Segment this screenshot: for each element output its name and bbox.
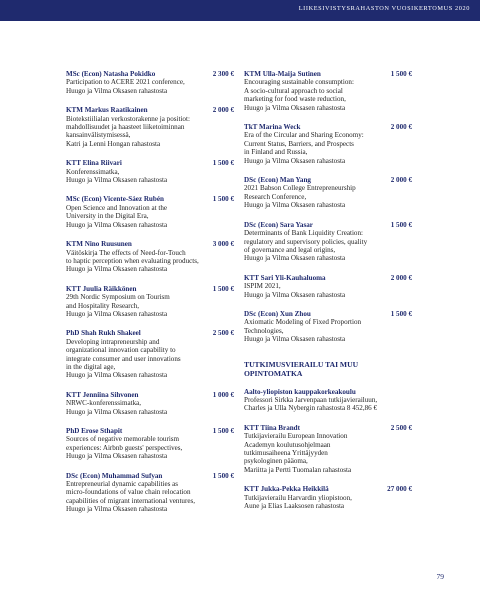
grant-entry [66,195,234,229]
recipient-name: KTT Jukka-Pekka Heikkilä [244,485,329,494]
grant-entry [244,176,412,210]
entry-line: Konferenssimatka, [66,167,120,176]
entry-line: Huugo ja Vilma Oksasen rahastosta [244,254,346,263]
entry-line: mahdollisuudet ja haasteet liiketoiminnan [66,123,185,132]
section-title-line: TUTKIMUSVIERAILU TAI MUU [244,359,359,369]
entry-line: Huugo ja Vilma Oksasen rahastosta [66,505,168,514]
entry-line: Determinants of Bank Liquidity Creation: [244,229,363,238]
recipient-name: DSc (Econ) Sara Yasar [244,220,313,229]
entry-line: marketing for food waste reduction, [244,95,346,104]
entry-line: Mariitta ja Pertti Tuomalan rahastosta [244,465,352,474]
entry-line: Huugo ja Vilma Oksasen rahastosta [244,103,346,112]
grant-entry [244,274,412,299]
header-title: LIIKESIVISTYSRAHASTON VUOSIKERTOMUS 2020 [298,5,470,12]
left-column [66,70,234,525]
grant-amount: 1 500 € [390,309,412,318]
entry-line: Huugo ja Vilma Oksasen rahastosta [244,290,346,299]
recipient-name: PhD Shah Rukh Shakeel [66,329,141,338]
entry-line: to haptic perception when evaluating products, [66,256,199,265]
recipient-name: KTT Elina Riivari [66,159,122,168]
entry-line: Research Conference, [244,192,307,201]
grant-amount: 1 500 € [390,220,412,229]
recipient-name: KTT Sari Yli-Kauhaluoma [244,273,326,282]
entry-line: Huugo ja Vilma Oksasen rahastosta [66,220,168,229]
entry-line: Huugo ja Vilma Oksasen rahastosta [66,265,168,274]
recipient-name: KTM Ulla-Maija Sutinen [244,70,321,78]
page-number: 79 [436,572,444,581]
grant-entry [66,106,234,148]
entry-line: Charles ja Ulla Nybergin rahastosta 8 452,86 € [244,404,378,413]
entry-line: Technologies, [244,326,284,335]
entry-line: A socio-cultural approach to social [244,86,343,95]
right-column [244,70,412,521]
entry-line: psykologinen pääoma, [244,457,308,466]
recipient-name: PhD Erose Sthapit [66,427,123,435]
entry-line: Katri ja Lenni Hongan rahastosta [66,139,161,148]
entry-line: Era of the Circular and Sharing Economy: [244,131,364,140]
recipient-name: KTM Markus Raatikainen [66,106,148,115]
recipient-name: KTT Juulia Räikkönen [66,284,137,293]
entry-line: Huugo ja Vilma Oksasen rahastosta [66,176,168,185]
entry-line: Huugo ja Vilma Oksasen rahastosta [66,86,168,95]
section-title-line: OPINTOMATKA [244,368,303,378]
entry-line: Aune ja Elias Laaksosen rahastosta [244,502,345,511]
grant-amount: 2 300 € [212,70,234,78]
grant-entry [66,391,234,416]
entry-line: Huugo ja Vilma Oksasen rahastosta [66,407,168,416]
entry-line: experiences: Airbnb guests' perspectives, [66,443,183,452]
grant-amount: 3 000 € [212,240,234,249]
grant-entry [66,285,234,319]
recipient-name: DSc (Econ) Muhammad Sufyan [66,471,163,480]
grant-entry [244,123,412,165]
entry-line: Huugo ja Vilma Oksasen rahastosta [66,452,168,461]
grant-amount: 1 500 € [390,70,412,78]
grant-amount: 1 500 € [212,284,234,293]
entry-line: tutkimusaiheena Yrittäjyyden [244,449,328,457]
entry-line: Axiomatic Modeling of Fixed Proportion [244,318,362,327]
grant-amount: 2 000 € [212,106,234,115]
entry-line: Huugo ja Vilma Oksasen rahastosta [244,335,346,344]
university-name: Aalto-yliopiston kauppakorkeakoulu [244,387,356,396]
entry-line: Huugo ja Vilma Oksasen rahastosta [244,156,346,165]
entry-line: Professori Sirkka Jarvenpaan tutkijavierailuun, [244,395,378,404]
entry-line: ISPIM 2021, [244,282,281,291]
entry-line: Huugo ja Vilma Oksasen rahastosta [66,371,168,380]
grant-amount: 1 000 € [212,390,234,399]
grant-entry [244,70,412,112]
grant-amount: 2 000 € [390,273,412,282]
header-bar [0,0,480,21]
grant-entry [66,329,234,379]
entry-line: capabilities of migrant international ventures, [66,496,196,505]
entry-line: Sources of negative memorable tourism [66,435,180,444]
recipient-name: DSc (Econ) Xun Zhou [244,309,311,318]
grant-amount: 1 500 € [212,471,234,480]
entry-line: Encouraging sustainable consumption: [244,78,354,87]
entry-line: in Finland and Russia, [244,148,308,157]
entry-line: Current Status, Barriers, and Prospects [244,139,354,148]
entry-line: 29th Nordic Symposium on Tourism [66,293,170,302]
entry-line: regulatory and supervisory policies, quality [244,237,368,246]
entry-line: NRWC-konferenssimatka, [66,399,142,408]
entry-line: Participation to ACERE 2021 conference, [66,78,185,87]
grant-entry [66,427,234,461]
entry-line: and Hospitality Research, [66,301,140,310]
entry-line: Entrepreneurial dynamic capabilities as [66,480,179,489]
grant-entry [66,240,234,274]
recipient-name: KTT Tiina Brandt [244,423,300,432]
grant-entry [66,70,234,95]
grant-entry [66,159,234,184]
grant-amount: 1 500 € [212,159,234,168]
grant-amount: 2 000 € [390,123,412,132]
grant-amount: 2 500 € [390,423,412,432]
entry-line: integrate consumer and user innovations [66,354,181,363]
grant-entry [244,424,412,474]
entry-line: 2021 Babson College Entrepreneurship [244,184,356,193]
entry-line: of governance and legal origins, [244,245,336,254]
entry-line: Väitöskirja The effects of Need-for-Touch [66,248,186,257]
grant-amount: 2 500 € [212,329,234,338]
recipient-name: KTM Nino Ruusunen [66,240,132,249]
entry-line: micro-foundations of value chain relocation [66,488,191,497]
entry-line: Developing intrapreneurship and [66,337,160,346]
entry-line: organizational innovation capability to [66,346,176,355]
entry-line: Tutkijavierailu Harvardin yliopistoon, [244,493,352,502]
recipient-name: MSc (Econ) Vicente-Sáez Rubén [66,195,164,204]
grant-entry [244,485,412,510]
entry-line: Open Science and Innovation at the [66,203,168,212]
recipient-name: TkT Marina Weck [244,123,301,132]
grant-amount: 2 000 € [390,176,412,185]
grant-amount: 1 500 € [212,427,234,435]
grant-amount: 27 000 € [387,485,412,494]
grant-entry [66,472,234,514]
entry-line: University in the Digital Era, [66,212,149,221]
recipient-name: KTT Jenniina Sihvonen [66,390,139,399]
recipient-name: MSc (Econ) Natasha Pokidko [66,70,156,78]
entry-line: kansainvälistymisessä, [66,131,131,140]
entry-line: Academyn koulutusohjelmaan [244,440,331,449]
entry-line: in the digital age, [66,362,116,371]
grant-entry [244,221,412,263]
entry-line: Tutkijavierailu European Innovation [244,432,348,441]
grant-entry [244,310,412,344]
entry-line: Huugo ja Vilma Oksasen rahastosta [66,309,168,318]
grant-amount: 1 500 € [212,195,234,204]
entry-line: Huugo ja Vilma Oksasen rahastosta [244,201,346,210]
section-heading [244,360,412,378]
university-entry [244,388,412,413]
entry-line: Biotekstiilialan verkostorakenne ja positiot: [66,114,190,123]
recipient-name: DSc (Econ) Man Yang [244,176,311,185]
